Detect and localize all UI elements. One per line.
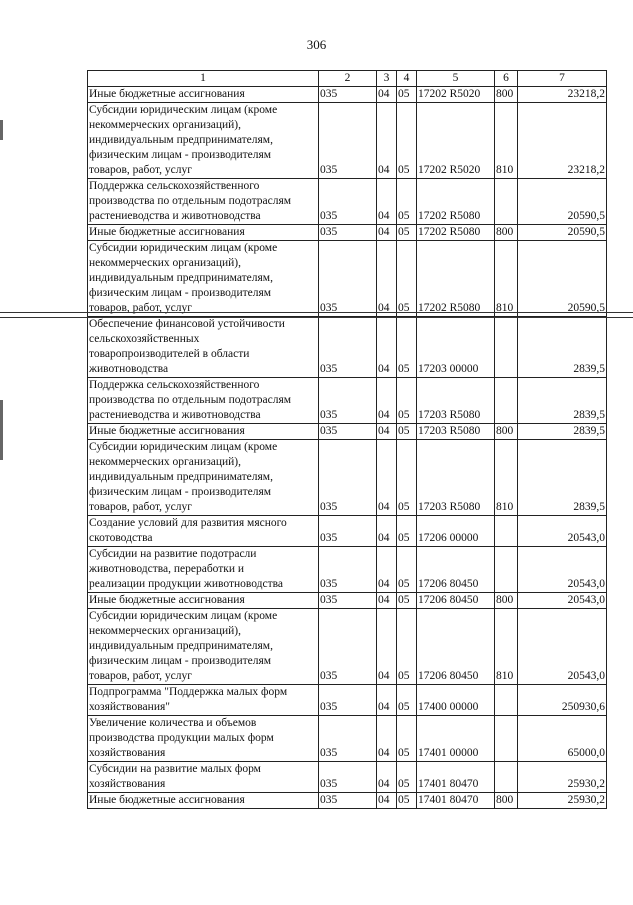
scan-edge-mark [0, 120, 3, 140]
item-name: Иные бюджетные ассигнования [88, 87, 319, 103]
section-code: 04 [377, 516, 397, 547]
section-code: 04 [377, 87, 397, 103]
item-name: Субсидии на развитие подотрасли животноводства, переработки и реализации продукции животноводства [88, 547, 319, 593]
subsection-code: 05 [397, 225, 417, 241]
table-row [88, 378, 607, 424]
section-code: 04 [377, 378, 397, 424]
table-row [88, 716, 607, 762]
table-row [88, 225, 607, 241]
table-row [88, 609, 607, 685]
target-article-code: 17203 R5080 [417, 440, 495, 516]
budget-table [87, 70, 607, 809]
expense-type-code: 810 [495, 609, 518, 685]
target-article-code: 17206 80450 [417, 593, 495, 609]
item-name: Субсидии юридическим лицам (кроме некоммерческих организаций), индивидуальным предпринимателям, физическим лицам - производителям товаров, работ, услуг [88, 609, 319, 685]
amount: 20543,0 [518, 609, 607, 685]
section-code: 04 [377, 317, 397, 378]
page-number: 306 [306, 37, 327, 52]
target-article-code: 17400 00000 [417, 685, 495, 716]
subsection-code: 05 [397, 762, 417, 793]
expense-type-code [495, 179, 518, 225]
amount: 2839,5 [518, 440, 607, 516]
item-name: Субсидии на развитие малых форм хозяйствования [88, 762, 319, 793]
target-article-code: 17203 00000 [417, 317, 495, 378]
subsection-code: 05 [397, 424, 417, 440]
subsection-code: 05 [397, 179, 417, 225]
table-row [88, 103, 607, 179]
ministry-code: 035 [319, 716, 377, 762]
target-article-code: 17206 80450 [417, 547, 495, 593]
table-row [88, 762, 607, 793]
amount: 23218,2 [518, 103, 607, 179]
table-body [88, 87, 607, 809]
ministry-code: 035 [319, 179, 377, 225]
ministry-code: 035 [319, 547, 377, 593]
table-row [88, 547, 607, 593]
expense-type-code [495, 547, 518, 593]
target-article-code: 17206 80450 [417, 609, 495, 685]
amount: 23218,2 [518, 87, 607, 103]
section-code: 04 [377, 440, 397, 516]
item-name: Увеличение количества и объемов производства продукции малых форм хозяйствования [88, 716, 319, 762]
ministry-code: 035 [319, 87, 377, 103]
expense-type-code: 800 [495, 225, 518, 241]
item-name: Иные бюджетные ассигнования [88, 593, 319, 609]
subsection-code: 05 [397, 87, 417, 103]
amount: 20590,5 [518, 179, 607, 225]
item-name: Субсидии юридическим лицам (кроме некоммерческих организаций), индивидуальным предпринимателям, физическим лицам - производителям товаров, работ, услуг [88, 440, 319, 516]
header-cell: 3 [377, 71, 397, 87]
table-row [88, 593, 607, 609]
expense-type-code: 800 [495, 87, 518, 103]
amount: 20543,0 [518, 547, 607, 593]
item-name: Субсидии юридическим лицам (кроме некоммерческих организаций), индивидуальным предпринимателям, физическим лицам - производителям товаров, работ, услуг [88, 241, 319, 317]
table-row [88, 179, 607, 225]
item-name: Иные бюджетные ассигнования [88, 225, 319, 241]
ministry-code: 035 [319, 424, 377, 440]
expense-type-code: 810 [495, 241, 518, 317]
expense-type-code [495, 378, 518, 424]
section-code: 04 [377, 225, 397, 241]
ministry-code: 035 [319, 793, 377, 809]
expense-type-code: 800 [495, 793, 518, 809]
item-name: Подпрограмма "Поддержка малых форм хозяйствования" [88, 685, 319, 716]
item-name: Субсидии юридическим лицам (кроме некоммерческих организаций), индивидуальным предпринимателям, физическим лицам - производителям товаров, работ, услуг [88, 103, 319, 179]
header-cell: 5 [417, 71, 495, 87]
target-article-code: 17202 R5080 [417, 241, 495, 317]
table-row [88, 241, 607, 317]
ministry-code: 035 [319, 609, 377, 685]
table-row [88, 685, 607, 716]
table-row [88, 793, 607, 809]
target-article-code: 17202 R5020 [417, 87, 495, 103]
target-article-code: 17401 80470 [417, 793, 495, 809]
ministry-code: 035 [319, 516, 377, 547]
target-article-code: 17206 00000 [417, 516, 495, 547]
expense-type-code [495, 716, 518, 762]
section-code: 04 [377, 179, 397, 225]
subsection-code: 05 [397, 716, 417, 762]
table-row [88, 424, 607, 440]
section-code: 04 [377, 241, 397, 317]
subsection-code: 05 [397, 609, 417, 685]
section-code: 04 [377, 609, 397, 685]
amount: 2839,5 [518, 317, 607, 378]
target-article-code: 17401 80470 [417, 762, 495, 793]
target-article-code: 17203 R5080 [417, 378, 495, 424]
header-cell: 2 [319, 71, 377, 87]
amount: 25930,2 [518, 762, 607, 793]
amount: 20590,5 [518, 225, 607, 241]
expense-type-code [495, 317, 518, 378]
item-name: Иные бюджетные ассигнования [88, 793, 319, 809]
expense-type-code: 800 [495, 424, 518, 440]
section-code: 04 [377, 547, 397, 593]
item-name: Иные бюджетные ассигнования [88, 424, 319, 440]
amount: 65000,0 [518, 716, 607, 762]
target-article-code: 17401 00000 [417, 716, 495, 762]
subsection-code: 05 [397, 103, 417, 179]
subsection-code: 05 [397, 547, 417, 593]
table-row [88, 87, 607, 103]
header-cell: 7 [518, 71, 607, 87]
section-code: 04 [377, 424, 397, 440]
ministry-code: 035 [319, 440, 377, 516]
section-code: 04 [377, 685, 397, 716]
section-code: 04 [377, 793, 397, 809]
ministry-code: 035 [319, 317, 377, 378]
ministry-code: 035 [319, 378, 377, 424]
header-cell: 4 [397, 71, 417, 87]
table-row [88, 440, 607, 516]
target-article-code: 17202 R5020 [417, 103, 495, 179]
header-cell: 6 [495, 71, 518, 87]
subsection-code: 05 [397, 241, 417, 317]
ministry-code: 035 [319, 762, 377, 793]
table-row [88, 317, 607, 378]
ministry-code: 035 [319, 103, 377, 179]
ministry-code: 035 [319, 241, 377, 317]
section-code: 04 [377, 762, 397, 793]
expense-type-code [495, 762, 518, 793]
item-name: Обеспечение финансовой устойчивости сельскохозяйственных товаропроизводителей в области животноводства [88, 317, 319, 378]
ministry-code: 035 [319, 225, 377, 241]
amount: 20543,0 [518, 516, 607, 547]
amount: 25930,2 [518, 793, 607, 809]
target-article-code: 17202 R5080 [417, 179, 495, 225]
header-row [88, 71, 607, 87]
scan-line [0, 317, 633, 318]
table-row [88, 516, 607, 547]
subsection-code: 05 [397, 378, 417, 424]
amount: 20590,5 [518, 241, 607, 317]
expense-type-code [495, 685, 518, 716]
ministry-code: 035 [319, 685, 377, 716]
subsection-code: 05 [397, 516, 417, 547]
section-code: 04 [377, 103, 397, 179]
amount: 250930,6 [518, 685, 607, 716]
scan-edge-mark [0, 400, 3, 460]
expense-type-code [495, 516, 518, 547]
amount: 2839,5 [518, 424, 607, 440]
amount: 20543,0 [518, 593, 607, 609]
subsection-code: 05 [397, 793, 417, 809]
subsection-code: 05 [397, 685, 417, 716]
section-code: 04 [377, 593, 397, 609]
amount: 2839,5 [518, 378, 607, 424]
subsection-code: 05 [397, 593, 417, 609]
expense-type-code: 810 [495, 103, 518, 179]
target-article-code: 17203 R5080 [417, 424, 495, 440]
expense-type-code: 810 [495, 440, 518, 516]
item-name: Создание условий для развития мясного скотоводства [88, 516, 319, 547]
item-name: Поддержка сельскохозяйственного производства по отдельным подотраслям растениеводства и животноводства [88, 179, 319, 225]
subsection-code: 05 [397, 440, 417, 516]
expense-type-code: 800 [495, 593, 518, 609]
header-cell: 1 [88, 71, 319, 87]
scan-line [0, 312, 633, 313]
subsection-code: 05 [397, 317, 417, 378]
ministry-code: 035 [319, 593, 377, 609]
target-article-code: 17202 R5080 [417, 225, 495, 241]
section-code: 04 [377, 716, 397, 762]
item-name: Поддержка сельскохозяйственного производства по отдельным подотраслям растениеводства и животноводства [88, 378, 319, 424]
